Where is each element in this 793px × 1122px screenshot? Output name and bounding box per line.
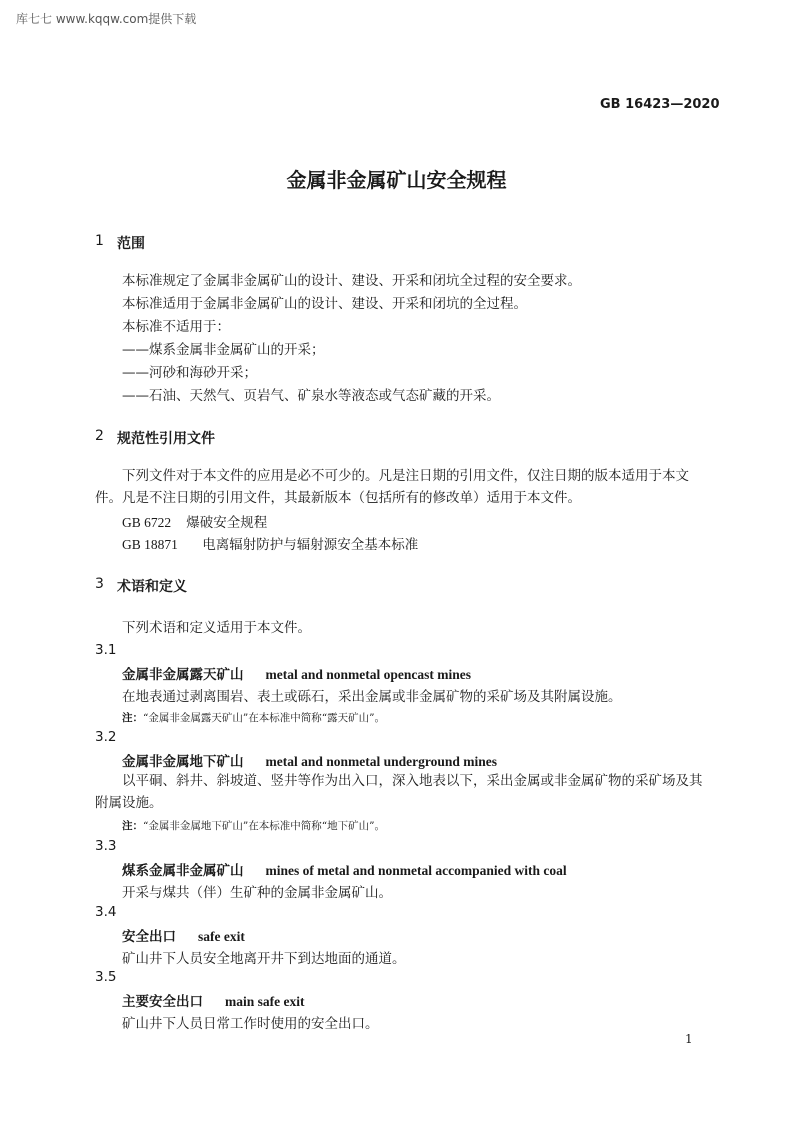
term-english: metal and nonmetal opencast mines [265,667,471,682]
term-note [122,710,385,725]
term-english: safe exit [198,929,245,944]
term-number: 3.4 [95,904,117,920]
section-2-intro-text: 下列文件对于本文件的应用是必不可少的。凡是注日期的引用文件，仅注日期的版本适用于本文件。凡是不注日期的引用文件，其最新版本（包括所有的修改单）适用于本文件。 [95,468,689,506]
term-chinese: 金属非金属地下矿山 [122,754,244,770]
section-1-line: ——河砂和海砂开采； [122,365,257,381]
section-2-intro-paragraph [95,465,715,509]
term-definition: 矿山井下人员日常工作时使用的安全出口。 [122,1016,379,1032]
reference-name: 爆破安全规程 [186,515,268,531]
reference-code: GB 18871 [122,537,178,552]
watermark-text: 库七七 www.kqqw.com提供下载 [16,12,197,26]
reference-code: GB 6722 [122,515,172,530]
section-1-title: 范围 [117,236,145,252]
section-1-number: 1 [95,233,104,249]
term-number: 3.5 [95,969,117,985]
note-text: “金属非金属地下矿山”在本标准中简称“地下矿山”。 [143,820,385,832]
term-chinese: 金属非金属露天矿山 [122,667,244,683]
reference-item [122,534,418,556]
term-definition: 开采与煤共（伴）生矿种的金属非金属矿山。 [122,885,392,901]
note-label: 注： [122,820,143,832]
term-heading [122,859,567,879]
term-chinese: 安全出口 [122,929,176,945]
standard-code: GB 16423—2020 [600,97,720,112]
document-title: 金属非金属矿山安全规程 [286,168,507,192]
term-heading [122,663,471,683]
term-chinese: 煤系金属非金属矿山 [122,863,244,879]
term-heading [122,990,304,1010]
note-text: “金属非金属露天矿山”在本标准中简称“露天矿山”。 [143,712,385,724]
term-number: 3.1 [95,642,117,658]
section-2-number: 2 [95,428,104,444]
section-1-line: 本标准规定了金属非金属矿山的设计、建设、开采和闭坑全过程的安全要求。 [122,273,581,289]
reference-item [122,512,267,534]
term-definition: 在地表通过剥离围岩、表土或砾石，采出金属或非金属矿物的采矿场及其附属设施。 [122,689,622,705]
term-english: main safe exit [225,994,305,1009]
term-english: metal and nonmetal underground mines [265,754,498,769]
section-2-title: 规范性引用文件 [117,431,215,447]
section-1-line: 本标准适用于金属非金属矿山的设计、建设、开采和闭坑的全过程。 [122,296,527,312]
section-3-number: 3 [95,576,104,592]
term-definition: 矿山井下人员安全地离开井下到达地面的通道。 [122,951,406,967]
term-heading [122,925,245,945]
term-definition-text: 以平硐、斜井、斜坡道、竖井等作为出入口，深入地表以下，采出金属或非金属矿物的采矿场及其附属设施。 [95,773,703,811]
term-number: 3.3 [95,838,117,854]
term-definition [95,770,715,814]
term-heading [122,750,497,770]
section-1-line: ——煤系金属非金属矿山的开采； [122,342,325,358]
term-english: mines of metal and nonmetal accompanied with coal [265,863,567,878]
note-label: 注： [122,712,143,724]
page-number: 1 [685,1032,693,1046]
section-1-line: ——石油、天然气、页岩气、矿泉水等液态或气态矿藏的开采。 [122,388,500,404]
section-3-title: 术语和定义 [117,579,187,595]
term-number: 3.2 [95,729,117,745]
term-chinese: 主要安全出口 [122,994,203,1010]
section-3-intro: 下列术语和定义适用于本文件。 [122,620,311,636]
reference-name: 电离辐射防护与辐射源安全基本标准 [202,537,419,553]
section-1-line: 本标准不适用于： [122,319,230,335]
term-note [122,818,385,833]
